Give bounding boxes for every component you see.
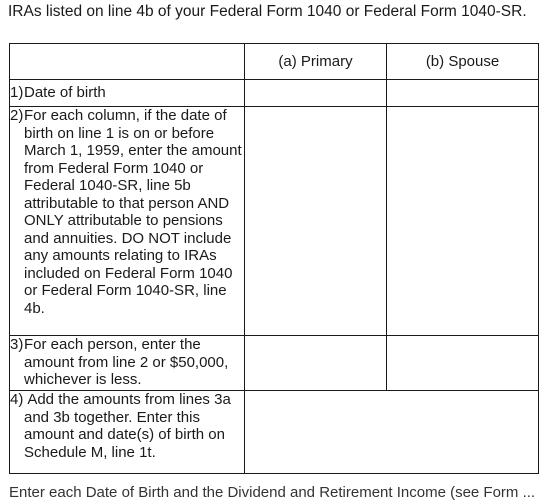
line-2-label (10, 107, 245, 336)
line-number: 4) (10, 391, 24, 408)
header-primary: (a) Primary (245, 44, 387, 80)
line-text: Date of birth (24, 84, 106, 101)
table-row (10, 80, 539, 107)
line-3-label (10, 336, 245, 391)
line-2-primary-entry[interactable] (245, 107, 387, 336)
table-row (10, 336, 539, 391)
line-2-spouse-entry[interactable] (387, 107, 539, 336)
header-spouse: (b) Spouse (387, 44, 539, 80)
line-1-primary-entry[interactable] (245, 80, 387, 107)
table-row (10, 391, 539, 474)
line-3-spouse-entry[interactable] (387, 336, 539, 391)
line-text: For each column, if the date of birth on line 1 is on or before March 1, 1959, enter the amount from Federal Form 1040 or Federal 1040-SR, line 5b attributable to that person AND ONLY attributable to pensions and annuities. DO NOT include any amounts relating to IRAs included on Federal Form 1040 or Federal Form 1040-SR, line 4b. (24, 107, 242, 317)
line-number: 2) (10, 107, 24, 124)
line-3-primary-entry[interactable] (245, 336, 387, 391)
line-text: For each person, enter the amount from line 2 or $50,000, whichever is less. (24, 336, 229, 388)
header-row (10, 44, 539, 80)
line-text: Add the amounts from lines 3a and 3b together. Enter this amount and date(s) of birth on Schedule M, line 1t. (24, 391, 231, 461)
line-4-total-entry[interactable] (245, 391, 539, 474)
line-number: 3) (10, 336, 24, 353)
line-1-label (10, 80, 245, 107)
line-number: 1) (10, 84, 24, 101)
line-1-spouse-entry[interactable] (387, 80, 539, 107)
intro-text: IRAs listed on line 4b of your Federal Form 1040 or Federal Form 1040-SR. (8, 3, 527, 20)
footer-text: Enter each Date of Birth and the Dividend and Retirement Income (see Form ... (9, 484, 536, 501)
line-4-label (10, 391, 245, 474)
retirement-income-worksheet (9, 43, 539, 474)
table-row (10, 107, 539, 336)
header-blank-cell (10, 44, 245, 80)
